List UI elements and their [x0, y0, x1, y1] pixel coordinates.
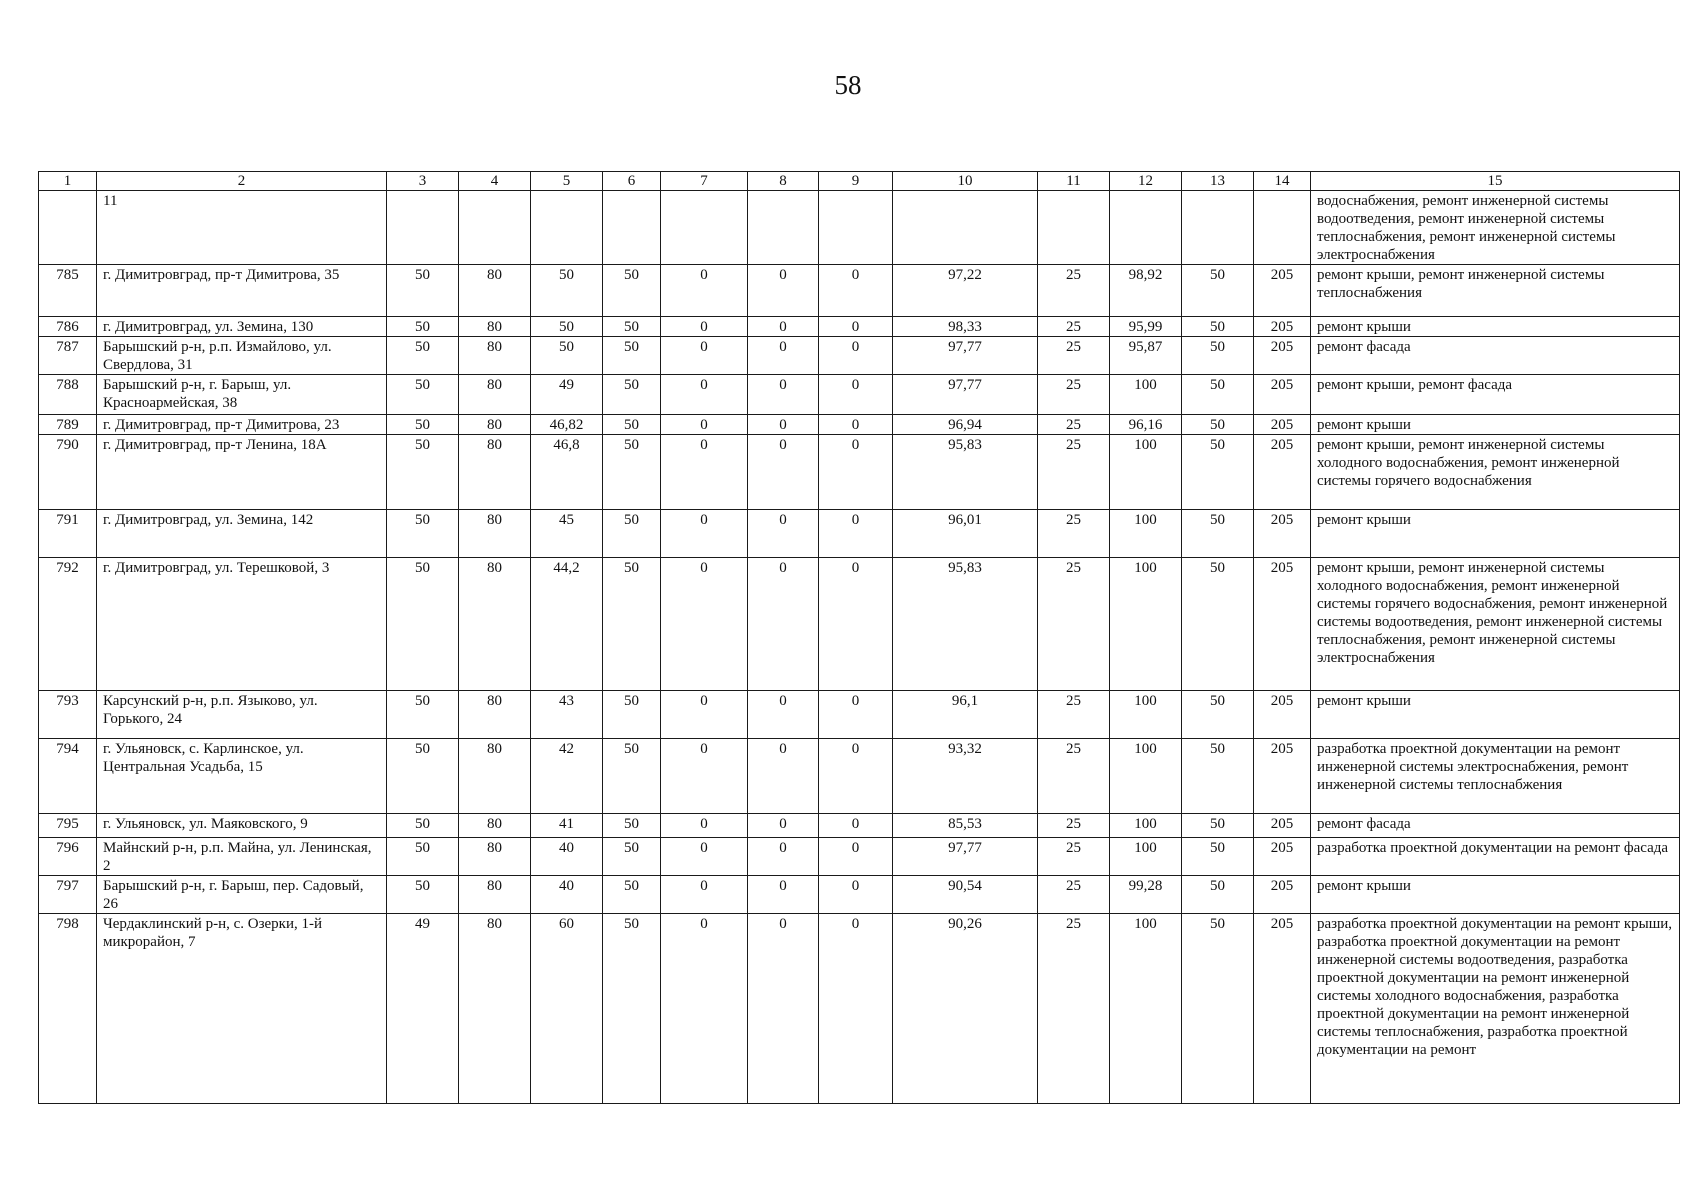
- address-cell: Барышский р-н, г. Барыш, пер. Садовый, 26: [97, 876, 387, 914]
- row-number-cell: 786: [39, 317, 97, 337]
- value-cell: 50: [1182, 876, 1254, 914]
- value-cell: 50: [387, 739, 459, 814]
- value-cell: 0: [748, 337, 819, 375]
- value-cell: 100: [1110, 814, 1182, 838]
- work-type-cell: ремонт крыши, ремонт инженерной системы холодного водоснабжения, ремонт инженерной системы горячего водоснабжения, ремонт инженерной системы водоотведения, ремонт инженерной системы теплоснабжения, ремонт инженерной системы электроснабжения: [1311, 558, 1680, 691]
- value-cell: 50: [603, 876, 661, 914]
- value-cell: 95,83: [893, 558, 1038, 691]
- value-cell: 100: [1110, 375, 1182, 415]
- value-cell: 50: [603, 914, 661, 1104]
- value-cell: 25: [1038, 317, 1110, 337]
- value-cell: 0: [748, 415, 819, 435]
- value-cell: 50: [603, 265, 661, 317]
- value-cell: 98,92: [1110, 265, 1182, 317]
- work-type-cell: ремонт фасада: [1311, 814, 1680, 838]
- work-type-cell: разработка проектной документации на ремонт крыши, разработка проектной документации на ремонт инженерной системы водоотведения, разработка проектной документации на ремонт инженерной системы холодного водоснабжения, разработка проектной документации на ремонт инженерной системы теплоснабжения, разработка проектной документации на ремонт: [1311, 914, 1680, 1104]
- value-cell: [1038, 191, 1110, 265]
- row-number-cell: 787: [39, 337, 97, 375]
- value-cell: 0: [748, 265, 819, 317]
- value-cell: 100: [1110, 914, 1182, 1104]
- value-cell: [1110, 191, 1182, 265]
- value-cell: 50: [603, 814, 661, 838]
- value-cell: 0: [819, 558, 893, 691]
- value-cell: 100: [1110, 558, 1182, 691]
- value-cell: 40: [531, 876, 603, 914]
- value-cell: 50: [531, 317, 603, 337]
- value-cell: 90,54: [893, 876, 1038, 914]
- value-cell: 50: [1182, 415, 1254, 435]
- value-cell: 0: [819, 814, 893, 838]
- value-cell: 0: [661, 814, 748, 838]
- value-cell: 96,16: [1110, 415, 1182, 435]
- value-cell: 205: [1254, 838, 1311, 876]
- address-cell: Карсунский р-н, р.п. Языково, ул. Горького, 24: [97, 691, 387, 739]
- value-cell: 100: [1110, 739, 1182, 814]
- value-cell: 0: [661, 337, 748, 375]
- value-cell: 0: [748, 558, 819, 691]
- value-cell: 0: [748, 914, 819, 1104]
- value-cell: 50: [1182, 510, 1254, 558]
- value-cell: 0: [661, 510, 748, 558]
- value-cell: [387, 191, 459, 265]
- value-cell: 0: [819, 510, 893, 558]
- value-cell: 80: [459, 415, 531, 435]
- value-cell: 96,01: [893, 510, 1038, 558]
- value-cell: 95,83: [893, 435, 1038, 510]
- value-cell: 0: [661, 415, 748, 435]
- value-cell: 0: [819, 876, 893, 914]
- value-cell: 25: [1038, 435, 1110, 510]
- value-cell: 0: [661, 317, 748, 337]
- value-cell: 50: [387, 510, 459, 558]
- value-cell: 25: [1038, 265, 1110, 317]
- column-header: 2: [97, 172, 387, 191]
- table-row: [39, 265, 1680, 317]
- value-cell: 0: [748, 838, 819, 876]
- value-cell: 205: [1254, 814, 1311, 838]
- value-cell: 100: [1110, 691, 1182, 739]
- table-row: [39, 415, 1680, 435]
- value-cell: 50: [1182, 265, 1254, 317]
- value-cell: 95,99: [1110, 317, 1182, 337]
- value-cell: 41: [531, 814, 603, 838]
- row-number-cell: 794: [39, 739, 97, 814]
- value-cell: 80: [459, 317, 531, 337]
- value-cell: 60: [531, 914, 603, 1104]
- value-cell: 25: [1038, 691, 1110, 739]
- value-cell: 80: [459, 435, 531, 510]
- address-cell: г. Димитровград, ул. Терешковой, 3: [97, 558, 387, 691]
- value-cell: 0: [819, 415, 893, 435]
- value-cell: [603, 191, 661, 265]
- value-cell: [1182, 191, 1254, 265]
- address-cell: г. Димитровград, пр-т Димитрова, 35: [97, 265, 387, 317]
- value-cell: 46,8: [531, 435, 603, 510]
- value-cell: 80: [459, 876, 531, 914]
- value-cell: 50: [387, 876, 459, 914]
- value-cell: 50: [1182, 739, 1254, 814]
- row-number-cell: 797: [39, 876, 97, 914]
- column-header: 14: [1254, 172, 1311, 191]
- value-cell: [1254, 191, 1311, 265]
- value-cell: [459, 191, 531, 265]
- value-cell: 25: [1038, 510, 1110, 558]
- row-number-cell: 789: [39, 415, 97, 435]
- column-header: 9: [819, 172, 893, 191]
- address-cell: г. Димитровград, ул. Земина, 142: [97, 510, 387, 558]
- value-cell: 205: [1254, 435, 1311, 510]
- value-cell: 100: [1110, 838, 1182, 876]
- value-cell: 0: [819, 691, 893, 739]
- value-cell: [531, 191, 603, 265]
- address-cell: Чердаклинский р-н, с. Озерки, 1-й микрорайон, 7: [97, 914, 387, 1104]
- address-cell: Барышский р-н, г. Барыш, ул. Красноармейская, 38: [97, 375, 387, 415]
- work-type-cell: ремонт крыши: [1311, 317, 1680, 337]
- row-number-cell: 791: [39, 510, 97, 558]
- value-cell: 25: [1038, 558, 1110, 691]
- value-cell: [748, 191, 819, 265]
- value-cell: 0: [748, 876, 819, 914]
- value-cell: 205: [1254, 691, 1311, 739]
- address-cell: г. Ульяновск, с. Карлинское, ул. Центральная Усадьба, 15: [97, 739, 387, 814]
- table-row: [39, 435, 1680, 510]
- value-cell: 0: [661, 435, 748, 510]
- row-number-cell: 790: [39, 435, 97, 510]
- work-type-cell: ремонт крыши, ремонт фасада: [1311, 375, 1680, 415]
- value-cell: 0: [819, 838, 893, 876]
- work-type-cell: водоснабжения, ремонт инженерной системы водоотведения, ремонт инженерной системы теплоснабжения, ремонт инженерной системы электроснабжения: [1311, 191, 1680, 265]
- value-cell: 50: [387, 814, 459, 838]
- value-cell: 80: [459, 914, 531, 1104]
- value-cell: [661, 191, 748, 265]
- value-cell: 50: [603, 510, 661, 558]
- value-cell: 80: [459, 838, 531, 876]
- value-cell: 0: [748, 375, 819, 415]
- value-cell: 50: [603, 337, 661, 375]
- column-header: 11: [1038, 172, 1110, 191]
- table-row: [39, 510, 1680, 558]
- table-row: [39, 191, 1680, 265]
- value-cell: 50: [387, 265, 459, 317]
- value-cell: 80: [459, 337, 531, 375]
- value-cell: 93,32: [893, 739, 1038, 814]
- value-cell: 50: [387, 435, 459, 510]
- value-cell: 205: [1254, 510, 1311, 558]
- value-cell: 50: [603, 317, 661, 337]
- value-cell: [819, 191, 893, 265]
- table-row: [39, 375, 1680, 415]
- value-cell: 80: [459, 558, 531, 691]
- table-row: [39, 558, 1680, 691]
- value-cell: 40: [531, 838, 603, 876]
- value-cell: 25: [1038, 375, 1110, 415]
- value-cell: 0: [661, 876, 748, 914]
- value-cell: 50: [603, 435, 661, 510]
- value-cell: 25: [1038, 337, 1110, 375]
- value-cell: 44,2: [531, 558, 603, 691]
- value-cell: 46,82: [531, 415, 603, 435]
- table-row: [39, 337, 1680, 375]
- address-cell: Майнский р-н, р.п. Майна, ул. Ленинская, 2: [97, 838, 387, 876]
- value-cell: 205: [1254, 265, 1311, 317]
- value-cell: 50: [603, 691, 661, 739]
- table-row: [39, 317, 1680, 337]
- value-cell: 205: [1254, 337, 1311, 375]
- value-cell: 80: [459, 510, 531, 558]
- value-cell: 50: [1182, 375, 1254, 415]
- value-cell: 80: [459, 375, 531, 415]
- address-cell: г. Димитровград, пр-т Ленина, 18А: [97, 435, 387, 510]
- value-cell: 0: [819, 739, 893, 814]
- address-cell: 11: [97, 191, 387, 265]
- work-type-cell: ремонт крыши: [1311, 876, 1680, 914]
- value-cell: 80: [459, 739, 531, 814]
- value-cell: 0: [819, 435, 893, 510]
- value-cell: 80: [459, 265, 531, 317]
- value-cell: 95,87: [1110, 337, 1182, 375]
- value-cell: 0: [661, 914, 748, 1104]
- value-cell: 25: [1038, 838, 1110, 876]
- value-cell: 45: [531, 510, 603, 558]
- value-cell: 97,77: [893, 838, 1038, 876]
- work-type-cell: разработка проектной документации на ремонт фасада: [1311, 838, 1680, 876]
- value-cell: 0: [748, 739, 819, 814]
- work-type-cell: ремонт крыши: [1311, 510, 1680, 558]
- value-cell: 98,33: [893, 317, 1038, 337]
- value-cell: 0: [748, 510, 819, 558]
- address-cell: г. Димитровград, пр-т Димитрова, 23: [97, 415, 387, 435]
- page-number: 58: [834, 70, 862, 100]
- value-cell: 85,53: [893, 814, 1038, 838]
- value-cell: 205: [1254, 876, 1311, 914]
- value-cell: 0: [819, 317, 893, 337]
- value-cell: 25: [1038, 739, 1110, 814]
- value-cell: 80: [459, 691, 531, 739]
- row-number-cell: 792: [39, 558, 97, 691]
- value-cell: 97,77: [893, 375, 1038, 415]
- value-cell: 25: [1038, 876, 1110, 914]
- value-cell: 50: [387, 838, 459, 876]
- table-row: [39, 876, 1680, 914]
- value-cell: 99,28: [1110, 876, 1182, 914]
- value-cell: 50: [387, 415, 459, 435]
- column-header: 3: [387, 172, 459, 191]
- header-row: [39, 172, 1680, 191]
- value-cell: 50: [387, 337, 459, 375]
- row-number-cell: 793: [39, 691, 97, 739]
- table-body: [39, 191, 1680, 1104]
- value-cell: 50: [1182, 814, 1254, 838]
- value-cell: 50: [387, 691, 459, 739]
- value-cell: 0: [661, 558, 748, 691]
- value-cell: 50: [1182, 838, 1254, 876]
- value-cell: 50: [603, 838, 661, 876]
- value-cell: 0: [661, 739, 748, 814]
- value-cell: 0: [819, 337, 893, 375]
- value-cell: 49: [387, 914, 459, 1104]
- column-header: 7: [661, 172, 748, 191]
- value-cell: 0: [748, 435, 819, 510]
- value-cell: 90,26: [893, 914, 1038, 1104]
- work-type-cell: ремонт крыши, ремонт инженерной системы теплоснабжения: [1311, 265, 1680, 317]
- column-header: 6: [603, 172, 661, 191]
- value-cell: 50: [1182, 914, 1254, 1104]
- value-cell: 205: [1254, 558, 1311, 691]
- column-header: 4: [459, 172, 531, 191]
- table-row: [39, 691, 1680, 739]
- value-cell: [893, 191, 1038, 265]
- value-cell: 205: [1254, 415, 1311, 435]
- value-cell: 50: [1182, 337, 1254, 375]
- value-cell: 0: [819, 914, 893, 1104]
- value-cell: 50: [531, 337, 603, 375]
- value-cell: 50: [387, 317, 459, 337]
- value-cell: 50: [603, 739, 661, 814]
- table-row: [39, 838, 1680, 876]
- value-cell: 50: [387, 375, 459, 415]
- column-header: 12: [1110, 172, 1182, 191]
- column-header: 8: [748, 172, 819, 191]
- row-number-cell: 795: [39, 814, 97, 838]
- column-header: 5: [531, 172, 603, 191]
- address-cell: г. Димитровград, ул. Земина, 130: [97, 317, 387, 337]
- value-cell: 96,1: [893, 691, 1038, 739]
- value-cell: 0: [748, 691, 819, 739]
- value-cell: 80: [459, 814, 531, 838]
- repair-schedule-table: [38, 171, 1680, 1104]
- work-type-cell: разработка проектной документации на ремонт инженерной системы электроснабжения, ремонт инженерной системы теплоснабжения: [1311, 739, 1680, 814]
- value-cell: 42: [531, 739, 603, 814]
- value-cell: 50: [531, 265, 603, 317]
- work-type-cell: ремонт крыши: [1311, 691, 1680, 739]
- column-header: 15: [1311, 172, 1680, 191]
- column-header: 1: [39, 172, 97, 191]
- column-header: 10: [893, 172, 1038, 191]
- value-cell: 0: [661, 838, 748, 876]
- value-cell: 100: [1110, 435, 1182, 510]
- value-cell: 0: [819, 375, 893, 415]
- value-cell: 97,77: [893, 337, 1038, 375]
- value-cell: 50: [387, 558, 459, 691]
- row-number-cell: 788: [39, 375, 97, 415]
- row-number-cell: 798: [39, 914, 97, 1104]
- value-cell: 50: [1182, 558, 1254, 691]
- column-header: 13: [1182, 172, 1254, 191]
- value-cell: 0: [819, 265, 893, 317]
- value-cell: 0: [661, 265, 748, 317]
- work-type-cell: ремонт фасада: [1311, 337, 1680, 375]
- value-cell: 0: [661, 375, 748, 415]
- table-row: [39, 814, 1680, 838]
- value-cell: 96,94: [893, 415, 1038, 435]
- row-number-cell: 796: [39, 838, 97, 876]
- value-cell: 50: [1182, 435, 1254, 510]
- value-cell: 25: [1038, 814, 1110, 838]
- value-cell: 50: [603, 415, 661, 435]
- value-cell: 25: [1038, 415, 1110, 435]
- value-cell: 50: [1182, 317, 1254, 337]
- value-cell: 43: [531, 691, 603, 739]
- work-type-cell: ремонт крыши: [1311, 415, 1680, 435]
- row-number-cell: [39, 191, 97, 265]
- address-cell: г. Ульяновск, ул. Маяковского, 9: [97, 814, 387, 838]
- value-cell: 205: [1254, 914, 1311, 1104]
- value-cell: 49: [531, 375, 603, 415]
- table-row: [39, 914, 1680, 1104]
- value-cell: 97,22: [893, 265, 1038, 317]
- row-number-cell: 785: [39, 265, 97, 317]
- value-cell: 205: [1254, 375, 1311, 415]
- value-cell: 50: [603, 558, 661, 691]
- value-cell: 25: [1038, 914, 1110, 1104]
- work-type-cell: ремонт крыши, ремонт инженерной системы холодного водоснабжения, ремонт инженерной системы горячего водоснабжения: [1311, 435, 1680, 510]
- value-cell: 50: [603, 375, 661, 415]
- value-cell: 50: [1182, 691, 1254, 739]
- value-cell: 0: [661, 691, 748, 739]
- value-cell: 100: [1110, 510, 1182, 558]
- value-cell: 0: [748, 317, 819, 337]
- address-cell: Барышский р-н, р.п. Измайлово, ул. Свердлова, 31: [97, 337, 387, 375]
- value-cell: 205: [1254, 317, 1311, 337]
- value-cell: 205: [1254, 739, 1311, 814]
- table-row: [39, 739, 1680, 814]
- value-cell: 0: [748, 814, 819, 838]
